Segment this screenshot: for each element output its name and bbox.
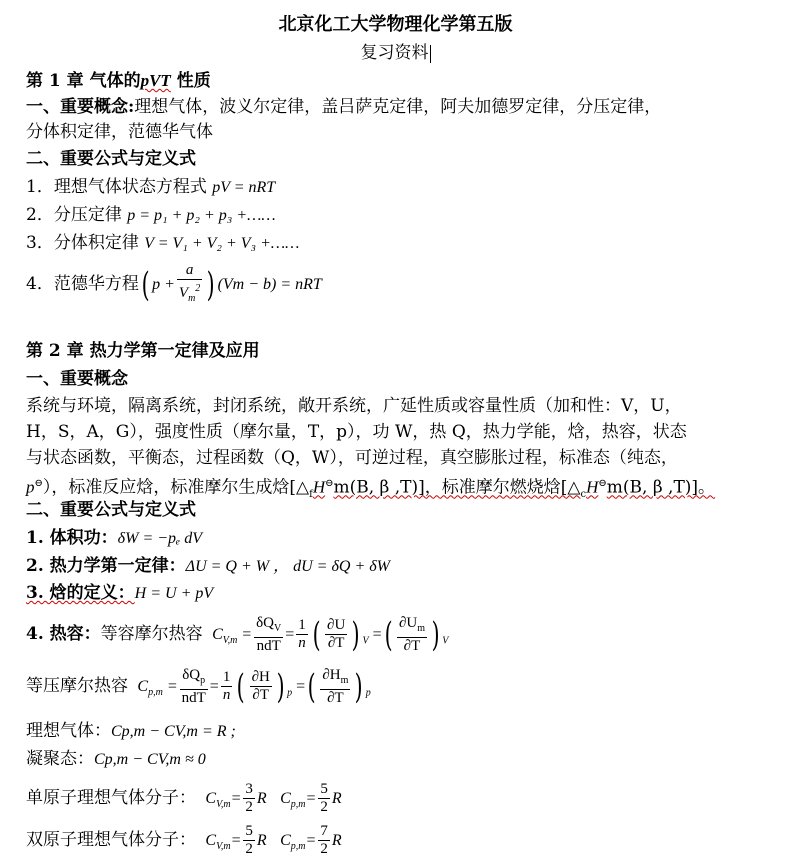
cp-sub-p-2: p — [365, 687, 371, 699]
cv-sub-v: V — [362, 635, 369, 647]
di-cv-frac — [243, 823, 255, 858]
ch1-formulas-title: 二、重要公式与定义式 — [26, 149, 196, 169]
ch2-diatomic — [26, 820, 342, 867]
cp-frac-3 — [250, 669, 272, 704]
cv-frac-1 — [254, 615, 283, 655]
ch2-concepts-line2: H，S，A，G），强度性质（摩尔量，T，p），功 W，热 Q，热力学能，焓，热容，状态 — [26, 422, 687, 442]
cp-frac-1-num: $\delta Q_p$ — [180, 667, 208, 690]
cv-frac-2 — [296, 617, 308, 652]
ch1-concepts-line2: 分体积定律，范德华气体 — [26, 122, 213, 142]
cv-symbol: $C_{V,m}$ = — [208, 626, 253, 647]
p-standard: p — [26, 477, 35, 497]
mono-cv-frac — [243, 781, 255, 816]
ch1-formula-1 — [26, 176, 275, 199]
text-cursor — [430, 45, 431, 63]
fraction-numerator: a — [177, 262, 202, 280]
ch2-monatomic — [26, 778, 342, 825]
ch2-ideal-gas-math: Cp,m − CV,m = R ; — [111, 723, 236, 740]
chapter-1-heading-math: pVT — [140, 71, 171, 90]
ch2-work-label: 1. 体积功： — [26, 528, 118, 548]
ch2-cv-label: 等容摩尔热容 — [100, 624, 203, 644]
cv-frac-4 — [397, 615, 427, 655]
mono-cv-r: R — [256, 790, 267, 807]
ch2-cp-label: 等压摩尔热容 — [26, 676, 128, 696]
fraction-denominator: $V_m^2$ — [178, 283, 201, 304]
ch2-line4-part-b: ），标准反应焓，标准摩尔生成焓[△ — [42, 477, 310, 498]
mono-cv-num: 3 — [245, 781, 253, 797]
ch2-concepts-line3: 与状态函数，平衡态，过程函数（Q，W），可逆过程，真空膨胀过程，标准态（纯态， — [26, 448, 678, 468]
ch1-formula-1-label: 1．理想气体状态方程式 — [26, 177, 213, 197]
cp-frac-3-den: ∂T — [252, 687, 269, 703]
ch2-enthalpy — [26, 582, 213, 605]
mono-cp-num: 5 — [320, 781, 328, 797]
ch2-condensed-math: Cp,m − CV,m ≈ 0 — [94, 751, 206, 768]
di-cv-symbol: $C_{V,m}=$ — [201, 832, 242, 853]
cp-frac-1-den: ndT — [181, 689, 206, 706]
chapter-1-heading-suffix: 性质 — [170, 71, 211, 91]
cp-sub-p: p — [287, 687, 293, 699]
ch1-formula-2 — [26, 204, 276, 227]
ch2-condensed-label: 凝聚态： — [26, 749, 94, 769]
ch1-concepts-text1: 理想气体，波义尔定律，盖吕萨克定律，阿夫加德罗定律，分压定律， — [134, 97, 662, 117]
ch2-concepts-line4: p⊖），标准反应焓，标准摩尔生成焓[$\triangle_fH^⊖m(B$, β ,T)]，标准摩尔燃烧焓[$\triangle_cH^⊖m(B$, β ,T)]。 — [26, 477, 716, 501]
mono-cp-frac — [318, 781, 330, 816]
cp-frac-2-den: n — [222, 687, 231, 703]
cv-sub-v-2: V — [442, 635, 449, 647]
ch2-condensed — [26, 748, 206, 771]
cv-paren-close: ) — [351, 614, 360, 655]
cp-frac-4-den: ∂T — [327, 689, 344, 706]
cp-symbol: $C_{p,m}$ = — [133, 678, 178, 699]
ch2-heat-capacity-cp — [26, 664, 371, 715]
cv-frac-1-den: ndT — [256, 637, 281, 654]
ch2-line4-part-f: m(B, β ,T)]。 — [606, 477, 716, 498]
cv-frac-4-den: ∂T — [403, 637, 421, 654]
di-cp-symbol: $C_{p,m}=$ — [272, 832, 317, 853]
ch1-formula-2-label: 2．分压定律 — [26, 205, 128, 225]
ch2-ideal-gas — [26, 720, 236, 743]
cv-paren-open-2: ( — [384, 614, 393, 655]
ch2-first-law — [26, 555, 390, 578]
ch2-line4-h2: H — [586, 477, 599, 497]
cv-frac-3 — [325, 617, 347, 652]
mono-cp-den: 2 — [320, 799, 328, 815]
cv-paren-open: ( — [312, 614, 321, 655]
document-subtitle[interactable] — [0, 42, 791, 64]
cv-frac-4-num: $\partial U_m$ — [397, 615, 427, 638]
cp-frac-2 — [221, 669, 233, 704]
ch1-formula-4 — [26, 262, 322, 307]
ch1-formula-4-rest: (Vm − b) = nRT — [217, 276, 322, 293]
fraction-denominator-v: V — [178, 285, 189, 301]
cp-paren-open-2: ( — [307, 666, 316, 707]
ch2-line4-h1: H — [312, 477, 326, 497]
cv-eq-1: = — [285, 626, 295, 643]
ch1-concepts-title: 一、重要概念: — [26, 97, 135, 117]
ch2-monatomic-label: 单原子理想气体分子： — [26, 788, 196, 808]
cp-frac-3-num: ∂H — [251, 669, 270, 685]
ch2-first-law-math: ΔU = Q + W ， dU = δQ + δW — [185, 558, 391, 575]
ch1-formula-1-math: pV = nRT — [212, 179, 276, 196]
ch1-concepts-line1 — [26, 96, 661, 118]
ch2-work-math: δW = −pₑ dV — [117, 530, 202, 547]
di-cv-r: R — [256, 832, 267, 849]
ch2-work — [26, 527, 202, 550]
cp-paren-close-2: ) — [355, 666, 364, 707]
ch2-concepts-title: 一、重要概念 — [26, 369, 128, 389]
di-cv-num: 5 — [245, 823, 253, 839]
ch2-diatomic-label: 双原子理想气体分子： — [26, 830, 196, 850]
cp-paren-open: ( — [236, 666, 245, 707]
ch2-heat-capacity-label: 4. 热容： — [26, 624, 101, 644]
cv-frac-3-num: ∂U — [327, 617, 346, 633]
ch2-first-law-label: 2. 热力学第一定律： — [26, 556, 186, 576]
cp-frac-1 — [180, 667, 208, 707]
mono-cv-den: 2 — [245, 799, 253, 815]
cp-eq-2: = — [292, 678, 306, 695]
ch2-heat-capacity-cv — [26, 612, 448, 663]
di-cv-den: 2 — [245, 841, 253, 857]
ch1-formula-3 — [26, 232, 299, 255]
di-cp-num: 7 — [320, 823, 328, 839]
chapter-1-heading-prefix: 第 1 章 气体的 — [26, 71, 141, 91]
mono-cp-r: R — [331, 790, 342, 807]
ch1-formula-2-math: p = p₁ + p₂ + p₃ +…… — [127, 207, 276, 224]
ch2-enthalpy-math: H = U + pV — [134, 585, 214, 602]
cp-frac-2-num: 1 — [222, 669, 231, 685]
chapter-1-heading — [26, 70, 211, 92]
cv-frac-2-num: 1 — [298, 617, 306, 633]
mono-cp-symbol: $C_{p,m}=$ — [272, 790, 317, 811]
ch1-formula-4-p: p + — [152, 276, 175, 293]
ch1-formula-3-label: 3．分体积定律 — [26, 233, 145, 253]
ch1-formula-3-math: V = V₁ + V₂ + V₃ +…… — [144, 235, 300, 252]
document-title: 北京化工大学物理化学第五版 — [278, 14, 513, 35]
cp-eq-1: = — [209, 678, 219, 695]
cp-frac-4 — [320, 667, 350, 707]
ch2-formulas-title: 二、重要公式与定义式 — [26, 500, 196, 520]
cv-eq-2: = — [368, 626, 382, 643]
cp-frac-4-num: $\partial H_m$ — [320, 667, 350, 690]
cv-frac-1-num: $\delta Q_V$ — [254, 615, 283, 638]
subtitle-text: 复习资料 — [360, 43, 429, 63]
di-cp-den: 2 — [320, 841, 328, 857]
cv-frac-2-den: n — [298, 635, 306, 651]
ch2-ideal-gas-label: 理想气体： — [26, 721, 111, 741]
close-paren: ) — [206, 264, 215, 305]
di-cp-r: R — [331, 832, 342, 849]
ch2-enthalpy-label: 3. 焓的定义： — [26, 583, 135, 603]
di-cp-frac — [318, 823, 330, 858]
ch1-formula-4-label: 4．范德华方程 — [26, 274, 139, 294]
ch1-formula-4-fraction — [177, 262, 202, 307]
ch2-concepts-line1: 系统与环境，隔离系统，封闭系统，敞开系统，广延性质或容量性质（加和性：V，U， — [26, 396, 682, 416]
ch2-line4-part-d: m(B, β ,T)]，标准摩尔燃烧焓[△ — [333, 477, 581, 498]
chapter-2-heading: 第 2 章 热力学第一定律及应用 — [26, 341, 260, 361]
cv-paren-close-2: ) — [431, 614, 440, 655]
cv-frac-3-den: ∂T — [327, 635, 345, 651]
cp-paren-close: ) — [276, 666, 285, 707]
mono-cv-symbol: $C_{V,m}=$ — [201, 790, 242, 811]
open-paren: ( — [141, 264, 150, 305]
